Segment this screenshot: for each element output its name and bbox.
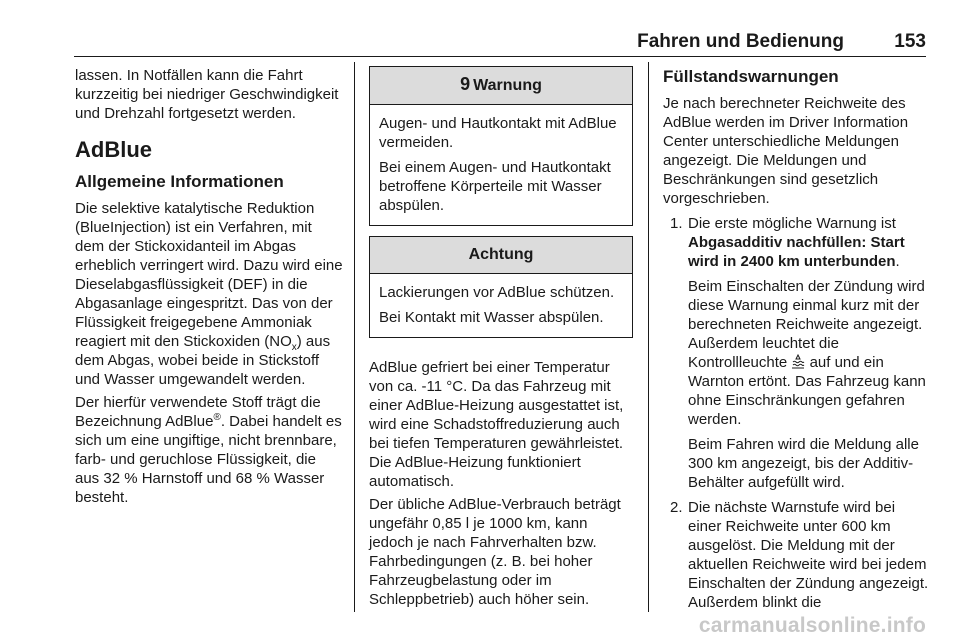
list-item xyxy=(663,214,929,492)
warning-body xyxy=(370,105,632,225)
item-text: Beim Fahren wird die Meldung alle 300 km angezeigt, bis der Additiv-Behälter aufgefüllt wird. xyxy=(688,436,919,491)
warning-text: Bei einem Augen- und Hautkontakt betroffene Körperteile mit Wasser abspülen. xyxy=(379,159,611,214)
column-right xyxy=(663,66,929,618)
text-part: . xyxy=(895,253,900,270)
subscript-x: x xyxy=(291,342,297,353)
paragraph-scr xyxy=(75,199,343,389)
warning-text: Augen- und Hautkontakt mit AdBlue vermeiden. xyxy=(379,115,617,151)
paragraph-intro: Je nach berechneter Reichweite des AdBlue werden im Driver Information Center unterschiedliche Meldungen angezeigt. Die Meldungen und Beschränkungen sind gesetzlich vorgeschrieben. xyxy=(663,95,909,207)
text-part: Der hierfür verwendete Stoff trägt die Bezeichnung AdBlue xyxy=(75,394,321,430)
heading-general-info: Allgemeine Informationen xyxy=(75,172,284,191)
caution-body xyxy=(370,274,632,337)
item-text: Die nächste Warnstufe wird bei einer Reichweite unter 600 km ausgelöst. Die Meldung mit der aktuellen Reichweite wird bei jedem Einschalten der Zündung angezeigt. Außerdem blinkt die xyxy=(688,499,929,611)
page-header xyxy=(0,0,960,58)
heading-adblue: AdBlue xyxy=(75,137,152,162)
text-part: Die selektive katalytische Reduktion (BlueInjection) ist ein Verfahren, mit dem der Stickoxidanteil im Abgas erheblich verringert wird. Dazu wird eine Dieselabgasflüssigkeit (DEF) in die Abgasanlage eingespritzt. Das von der Flüssigkeit freigegebene Ammoniak reagiert mit den Stickoxiden (NO xyxy=(75,200,343,350)
header-rule xyxy=(74,56,926,57)
warning-header xyxy=(370,67,632,105)
warning-steps-list xyxy=(663,214,929,612)
caution-text: Bei Kontakt mit Wasser abspülen. xyxy=(379,309,604,326)
warning-title: Warnung xyxy=(473,77,542,94)
paragraph-freezing: AdBlue gefriert bei einer Temperatur von ca. -11 °C. Da das Fahrzeug mit einer AdBlue-Heizung ausgestattet ist, wird eine Schadstoffreduzierung auch bei tiefen Temperaturen gewährleistet. Die AdBlue-Heizung funktioniert automatisch. xyxy=(369,359,624,490)
column-divider xyxy=(648,62,649,612)
heading-level-warnings: Füllstandswarnungen xyxy=(663,67,839,86)
list-number: 2. xyxy=(670,499,683,516)
caution-text: Lackierungen vor AdBlue schützen. xyxy=(379,284,615,301)
warning-icon: 9 xyxy=(460,74,471,94)
text-part: Beim Einschalten der Zündung wird diese Warnung einmal kurz mit der berechneten Reichweite angezeigt. Außerdem leuchtet die Kontrollleuchte xyxy=(688,278,925,371)
text-part: auf und ein Warnton ertönt. Das Fahrzeug kann ohne Einschränkungen gefahren werden. xyxy=(688,354,926,428)
column-divider xyxy=(354,62,355,612)
section-title: Fahren und Bedienung xyxy=(637,31,844,52)
adblue-warning-lamp-icon xyxy=(791,354,805,369)
item-text xyxy=(688,214,929,271)
caution-box xyxy=(369,236,633,338)
page-number: 153 xyxy=(894,31,926,52)
paragraph-consumption: Der übliche AdBlue-Verbrauch beträgt ungefähr 0,85 l je 1000 km, kann jedoch je nach Fahrverhalten bzw. Fahrbedingungen (z. B. bei hoher Fahrzeugbelastung oder im Schleppbetrieb) auch höher sein. xyxy=(369,496,621,608)
text-part: ) aus dem Abgas, wobei beide in Stickstoff und Wasser umgewandelt werden. xyxy=(75,333,331,388)
column-middle xyxy=(369,66,633,613)
caution-header: Achtung xyxy=(370,237,632,274)
item-text xyxy=(688,277,929,429)
list-number: 1. xyxy=(670,215,683,232)
text-part: . Dabei handelt es sich um eine ungiftige, nicht brennbare, farb- und geruchlose Flüssigkeit, die aus 32 % Harnstoff und 68 % Wasser besteht. xyxy=(75,413,342,506)
text-part: Die erste mögliche Warnung ist xyxy=(688,215,896,232)
column-left xyxy=(75,66,343,511)
paragraph-substance xyxy=(75,393,343,507)
bold-message: Abgasadditiv nachfüllen: Start wird in 2400 km unterbunden xyxy=(688,234,905,270)
warning-box xyxy=(369,66,633,226)
registered-mark: ® xyxy=(213,412,221,423)
list-item xyxy=(663,498,929,612)
watermark: carmanualsonline.info xyxy=(698,614,926,637)
paragraph-continued: lassen. In Notfällen kann die Fahrt kurzzeitig bei niedriger Geschwindigkeit und Drehzahl fortgesetzt werden. xyxy=(75,67,339,122)
